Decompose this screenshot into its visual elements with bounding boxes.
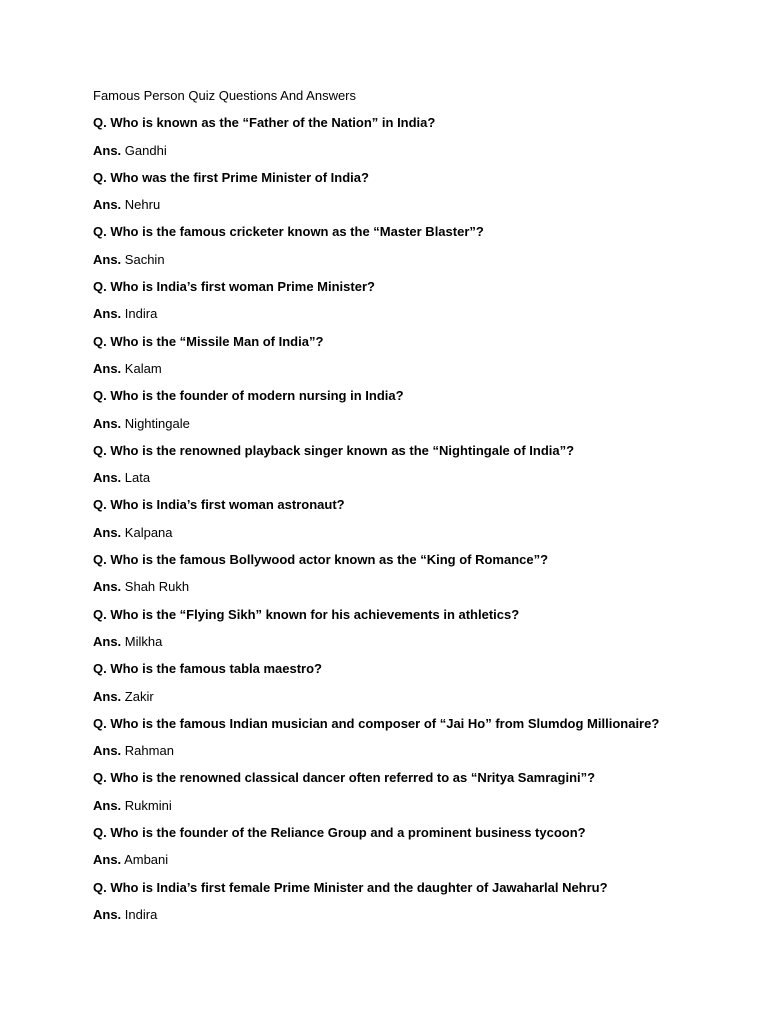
- question-text: Q. Who is the famous Bollywood actor known as the “King of Romance”?: [93, 552, 549, 568]
- question-text: Q. Who is the famous cricketer known as the “Master Blaster”?: [93, 224, 484, 240]
- answer-line: [93, 687, 733, 707]
- answer-line: [93, 523, 733, 543]
- answer-line: [93, 414, 733, 434]
- question-text: Q. Who is India’s first woman Prime Minister?: [93, 279, 375, 295]
- answer-text: Rukmini: [124, 797, 172, 813]
- document-title: Famous Person Quiz Questions And Answers: [93, 88, 357, 103]
- answer-line: [93, 577, 733, 597]
- question-text: Q. Who is the “Flying Sikh” known for his achievements in athletics?: [93, 606, 520, 622]
- answer-text: Lata: [124, 470, 151, 486]
- answer-line: [93, 632, 733, 652]
- question-text: Q. Who is the founder of modern nursing in India?: [93, 388, 404, 404]
- answer-prefix: Ans.: [93, 688, 122, 704]
- answer-prefix: Ans.: [93, 197, 122, 213]
- answer-line: [93, 796, 733, 816]
- answer-line: [93, 905, 733, 925]
- answer-prefix: Ans.: [93, 743, 122, 759]
- answer-prefix: Ans.: [93, 579, 122, 595]
- answer-line: [93, 468, 733, 488]
- answer-text: Ambani: [124, 852, 169, 868]
- answer-line: [93, 359, 733, 379]
- answer-prefix: Ans.: [93, 251, 122, 267]
- answer-text: Kalpana: [124, 524, 173, 540]
- answer-line: [93, 195, 733, 215]
- answer-line: [93, 741, 733, 761]
- question-text: Q. Who was the first Prime Minister of India?: [93, 169, 369, 185]
- question-text: Q. Who is the famous tabla maestro?: [93, 661, 322, 677]
- answer-prefix: Ans.: [93, 524, 122, 540]
- answer-text: Gandhi: [124, 142, 167, 158]
- answer-prefix: Ans.: [93, 633, 122, 649]
- qa-list: [93, 113, 733, 925]
- answer-prefix: Ans.: [93, 470, 122, 486]
- answer-line: [93, 250, 733, 270]
- answer-prefix: Ans.: [93, 306, 122, 322]
- answer-text: Milkha: [124, 633, 163, 649]
- answer-text: Kalam: [124, 360, 162, 376]
- answer-text: Nightingale: [124, 415, 190, 431]
- question-text: Q. Who is known as the “Father of the Nation” in India?: [93, 115, 436, 131]
- answer-prefix: Ans.: [93, 360, 122, 376]
- answer-prefix: Ans.: [93, 852, 122, 868]
- answer-text: Shah Rukh: [124, 579, 190, 595]
- answer-line: [93, 850, 733, 870]
- answer-text: Sachin: [124, 251, 165, 267]
- document-content: [93, 86, 733, 932]
- answer-prefix: Ans.: [93, 906, 122, 922]
- question-text: Q. Who is India’s first woman astronaut?: [93, 497, 345, 513]
- answer-text: Rahman: [124, 743, 174, 759]
- answer-line: [93, 141, 733, 161]
- question-text: Q. Who is the founder of the Reliance Group and a prominent business tycoon?: [93, 825, 586, 841]
- question-text: Q. Who is the renowned playback singer known as the “Nightingale of India”?: [93, 442, 575, 458]
- question-text: Q. Who is the “Missile Man of India”?: [93, 333, 324, 349]
- answer-prefix: Ans.: [93, 415, 122, 431]
- answer-text: Nehru: [124, 197, 161, 213]
- question-text: Q. Who is the renowned classical dancer often referred to as “Nritya Samragini”?: [93, 770, 596, 786]
- question-text: Q. Who is the famous Indian musician and composer of “Jai Ho” from Slumdog Millionaire?: [93, 715, 660, 731]
- answer-prefix: Ans.: [93, 797, 122, 813]
- question-text: Q. Who is India’s first female Prime Minister and the daughter of Jawaharlal Nehru?: [93, 879, 608, 895]
- answer-line: [93, 304, 733, 324]
- answer-text: Indira: [124, 906, 158, 922]
- answer-text: Indira: [124, 306, 158, 322]
- answer-text: Zakir: [124, 688, 154, 704]
- answer-prefix: Ans.: [93, 142, 122, 158]
